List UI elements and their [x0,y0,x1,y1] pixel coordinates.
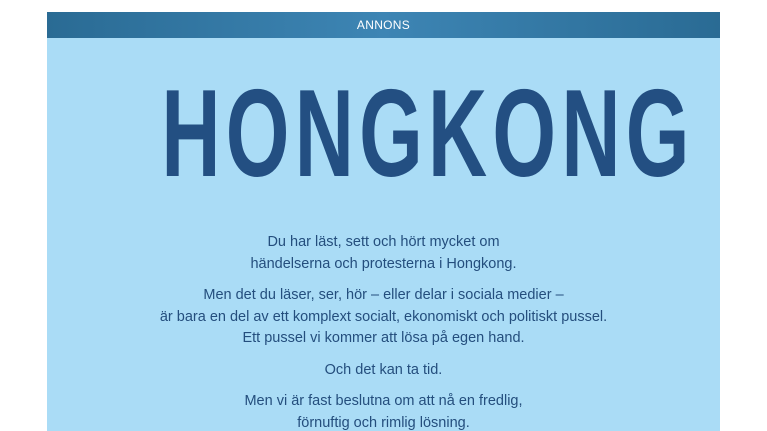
paragraph-line: förnuftig och rimlig lösning. [297,414,470,431]
paragraph-line: är bara en del av ett komplext socialt, ekonomiskt och politiskt pussel. [159,308,608,325]
paragraph-3 [47,360,720,382]
paragraph-line: Och det kan ta tid. [324,361,443,378]
paragraph-line: Men det du läser, ser, hör – eller delar i sociala medier – [203,287,564,303]
paragraph-line: Men vi är fast beslutna om att nå en fredlig, [244,393,523,409]
paragraph-4 [47,391,720,431]
ad-label: ANNONS [356,18,411,32]
headline: HONGKONG [161,65,695,203]
paragraph-line: Du har läst, sett och hört mycket om [267,234,500,250]
ad-label-bar [47,12,720,38]
paragraph-line: händelserna och protesterna i Hongkong. [250,255,517,272]
paragraph-1 [47,232,720,275]
paragraph-line: Ett pussel vi kommer att lösa på egen hand. [242,330,525,346]
advertisement [47,12,720,431]
ad-body-text [47,232,720,431]
paragraph-2 [47,285,720,350]
